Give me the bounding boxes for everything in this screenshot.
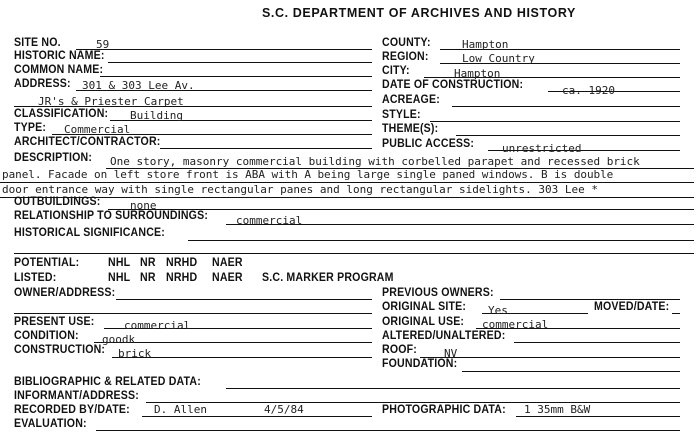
common-name-line xyxy=(100,76,372,77)
present-use-label: PRESENT USE: xyxy=(14,316,95,328)
description-line-3: door entrance way with single rectangular panes and long rectangular sidelights. 303 Lee * xyxy=(2,183,599,196)
recorded-date-value: 4/5/84 xyxy=(264,403,304,416)
informant-line xyxy=(146,402,680,403)
description-line-1: One story, masonry commercial building with corbelled parapet and recessed brick xyxy=(110,155,640,168)
architect-label: ARCHITECT/CONTRACTOR: xyxy=(14,136,161,148)
relationship-value: commercial xyxy=(236,214,303,227)
style-label: STYLE: xyxy=(382,109,421,121)
significance-line xyxy=(188,240,694,241)
potential-nhl: NHL xyxy=(108,257,131,269)
description-label: DESCRIPTION: xyxy=(14,152,93,164)
classification-label: CLASSIFICATION: xyxy=(14,108,109,120)
roof-line xyxy=(420,357,680,358)
construction-label: CONSTRUCTION: xyxy=(14,344,106,356)
roof-value: NV xyxy=(444,347,458,360)
owner-address-label: OWNER/ADDRESS: xyxy=(14,287,116,299)
type-label: TYPE: xyxy=(14,122,47,134)
significance-line-2 xyxy=(14,253,694,254)
acreage-line xyxy=(452,106,680,107)
address-label: ADDRESS: xyxy=(14,78,71,90)
significance-label: HISTORICAL SIGNIFICANCE: xyxy=(14,227,165,239)
themes-line xyxy=(456,135,680,136)
listed-nr: NR xyxy=(140,272,156,284)
architect-line xyxy=(160,148,372,149)
site-no-line xyxy=(76,49,372,50)
county-value: Hampton xyxy=(462,38,509,51)
recorded-by-value: D. Allen xyxy=(154,403,207,416)
region-value: Low Country xyxy=(462,52,535,65)
address-value-1: 301 & 303 Lee Av. xyxy=(82,79,195,92)
original-site-label: ORIGINAL SITE: xyxy=(382,301,467,313)
informant-label: INFORMANT/ADDRESS: xyxy=(14,390,139,402)
present-use-value: commercial xyxy=(124,319,191,332)
bibliographic-line xyxy=(226,388,680,389)
marker-program-label: S.C. MARKER PROGRAM xyxy=(262,272,394,284)
photographic-label: PHOTOGRAPHIC DATA: xyxy=(382,404,506,416)
city-label: CITY: xyxy=(382,65,410,77)
photographic-line xyxy=(516,416,680,417)
condition-line xyxy=(94,342,372,343)
recorded-by-label: RECORDED BY/DATE: xyxy=(14,404,130,416)
moved-date-line xyxy=(672,313,680,314)
original-use-label: ORIGINAL USE: xyxy=(382,316,465,328)
type-value: Commercial xyxy=(64,123,131,136)
foundation-label: FOUNDATION: xyxy=(382,358,458,370)
original-site-value: Yes xyxy=(488,304,508,317)
owner-address-line xyxy=(116,299,372,300)
relationship-label: RELATIONSHIP TO SURROUNDINGS: xyxy=(14,210,209,222)
roof-label: ROOF: xyxy=(382,344,418,356)
potential-label: POTENTIAL: xyxy=(14,257,80,269)
original-use-value: commercial xyxy=(482,318,549,331)
condition-label: CONDITION: xyxy=(14,330,79,342)
condition-value: goodk xyxy=(102,333,136,346)
acreage-label: ACREAGE: xyxy=(382,94,440,106)
evaluation-line xyxy=(96,430,680,431)
historic-name-line xyxy=(108,62,372,63)
region-label: REGION: xyxy=(382,51,429,63)
site-no-value: 59 xyxy=(96,38,110,51)
site-no-label: SITE NO. xyxy=(14,37,61,49)
address-value-2: JR's & Priester Carpet xyxy=(38,95,184,108)
construction-value: brick xyxy=(118,347,152,360)
outbuildings-label: OUTBUILDINGS: xyxy=(14,196,101,208)
listed-naer: NAER xyxy=(212,272,243,284)
form-title: S.C. DEPARTMENT OF ARCHIVES AND HISTORY xyxy=(262,6,576,20)
photographic-value: 1 35mm B&W xyxy=(524,403,591,416)
description-line-2: panel. Facade on left store front is ABA with A being large single paned windows. B is double xyxy=(2,168,614,181)
style-line xyxy=(430,121,680,122)
altered-line xyxy=(514,342,680,343)
public-access-value: unrestricted xyxy=(502,142,582,155)
county-label: COUNTY: xyxy=(382,37,431,49)
previous-owners-label: PREVIOUS OWNERS: xyxy=(382,287,494,299)
potential-nr: NR xyxy=(140,257,156,269)
moved-date-label: MOVED/DATE: xyxy=(594,301,670,313)
themes-label: THEME(S): xyxy=(382,123,439,135)
classification-value: Building xyxy=(130,109,183,122)
date-of-construction-label: DATE OF CONSTRUCTION: xyxy=(382,79,524,91)
owner-address-line-2 xyxy=(14,313,372,314)
listed-nhl: NHL xyxy=(108,272,131,284)
city-value: Hampton xyxy=(454,67,501,80)
recorded-by-line xyxy=(142,416,372,417)
historic-name-label: HISTORIC NAME: xyxy=(14,50,105,62)
previous-owners-line xyxy=(500,299,680,300)
description-rule-3 xyxy=(0,197,694,198)
listed-label: LISTED: xyxy=(14,272,57,284)
address-line-2 xyxy=(14,106,372,107)
evaluation-label: EVALUATION: xyxy=(14,418,87,430)
date-of-construction-value: ca. 1920 xyxy=(562,84,615,97)
public-access-label: PUBLIC ACCESS: xyxy=(382,138,475,150)
common-name-label: COMMON NAME: xyxy=(14,64,104,76)
foundation-line xyxy=(462,371,680,372)
outbuildings-value: none xyxy=(130,199,157,212)
bibliographic-label: BIBLIOGRAPHIC & RELATED DATA: xyxy=(14,376,201,388)
listed-nrhd: NRHD xyxy=(166,272,198,284)
potential-nrhd: NRHD xyxy=(166,257,198,269)
altered-label: ALTERED/UNALTERED: xyxy=(382,330,506,342)
potential-naer: NAER xyxy=(212,257,243,269)
